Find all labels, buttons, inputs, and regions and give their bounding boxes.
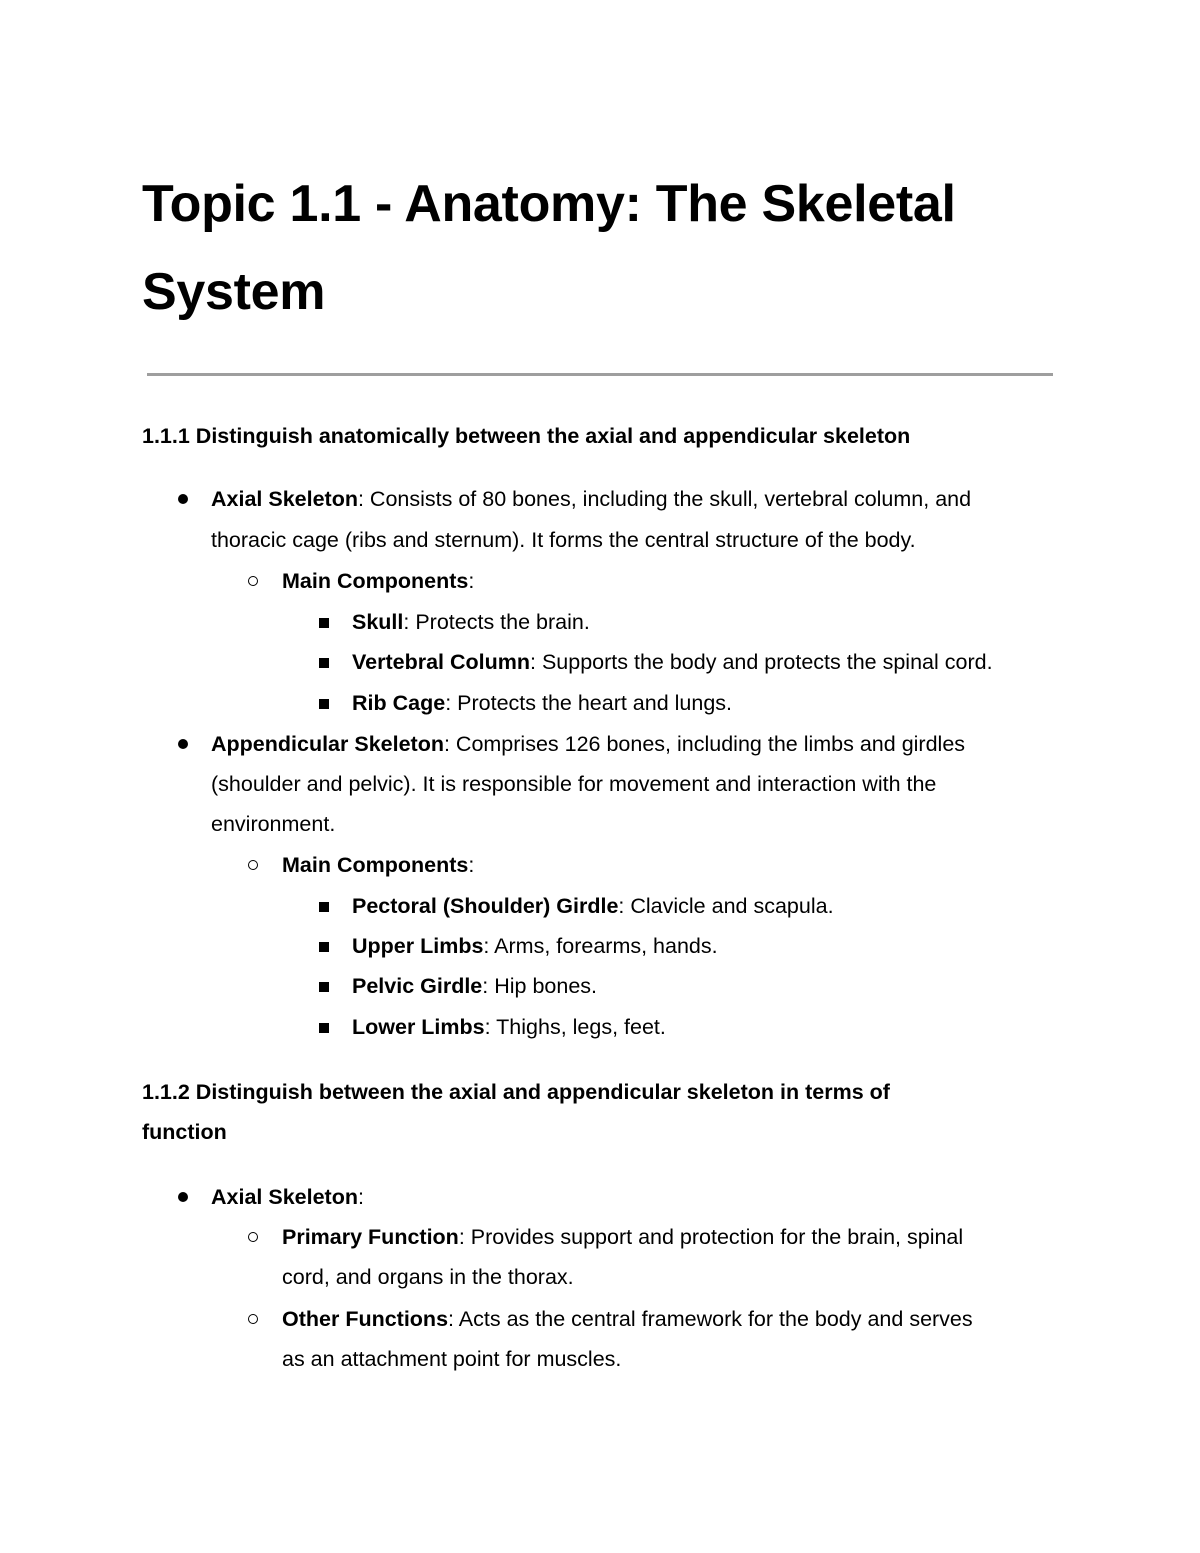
list-item-appendicular-cont-2: environment.: [211, 812, 336, 836]
circle-bullet-icon: [248, 860, 258, 870]
square-bullet-icon: [319, 618, 329, 628]
list-item-primary-function-cont: cord, and organs in the thorax.: [282, 1265, 574, 1289]
square-bullet-icon: [319, 982, 329, 992]
square-bullet-icon: [319, 902, 329, 912]
title-line-1: Topic 1.1 - Anatomy: The Skeletal: [142, 175, 956, 233]
list-item-rib-cage: Rib Cage: Protects the heart and lungs.: [352, 691, 733, 715]
circle-bullet-icon: [248, 1314, 258, 1324]
list-item-main-components: Main Components:: [282, 569, 475, 593]
title-line-2: System: [142, 263, 326, 321]
disc-bullet-icon: [178, 1192, 188, 1202]
square-bullet-icon: [319, 1023, 329, 1033]
list-item-other-functions-cont: as an attachment point for muscles.: [282, 1347, 622, 1371]
square-bullet-icon: [319, 699, 329, 709]
horizontal-divider: [147, 373, 1053, 376]
section-heading-1-1-1: 1.1.1 Distinguish anatomically between the axial and appendicular skeleton: [142, 424, 911, 448]
list-item-appendicular-skeleton: Appendicular Skeleton: Comprises 126 bones, including the limbs and girdles: [211, 732, 966, 756]
list-item-other-functions: Other Functions: Acts as the central framework for the body and serves: [282, 1307, 973, 1331]
list-item-skull: Skull: Protects the brain.: [352, 610, 590, 634]
disc-bullet-icon: [178, 739, 188, 749]
page-title: [142, 160, 1062, 336]
list-item-axial-skeleton: Axial Skeleton: Consists of 80 bones, including the skull, vertebral column, and: [211, 487, 972, 511]
list-item-appendicular-cont-1: (shoulder and pelvic). It is responsible for movement and interaction with the: [211, 772, 937, 796]
list-item-axial-skeleton-function: Axial Skeleton:: [211, 1185, 364, 1209]
list-item-vertebral-column: Vertebral Column: Supports the body and protects the spinal cord.: [352, 650, 993, 674]
circle-bullet-icon: [248, 1232, 258, 1242]
circle-bullet-icon: [248, 576, 258, 586]
list-item-lower-limbs: Lower Limbs: Thighs, legs, feet.: [352, 1015, 666, 1039]
list-item-pelvic-girdle: Pelvic Girdle: Hip bones.: [352, 974, 597, 998]
list-item-upper-limbs: Upper Limbs: Arms, forearms, hands.: [352, 934, 718, 958]
disc-bullet-icon: [178, 494, 188, 504]
term-appendicular-skeleton: Appendicular Skeleton: [211, 732, 444, 756]
section-heading-1-1-2: 1.1.2 Distinguish between the axial and appendicular skeleton in terms of function: [142, 1080, 890, 1144]
list-item-pectoral-girdle: Pectoral (Shoulder) Girdle: Clavicle and scapula.: [352, 894, 834, 918]
square-bullet-icon: [319, 658, 329, 668]
term-axial-skeleton: Axial Skeleton: [211, 487, 358, 511]
list-item-main-components: Main Components:: [282, 853, 475, 877]
list-item-axial-skeleton-cont: thoracic cage (ribs and sternum). It forms the central structure of the body.: [211, 528, 916, 552]
square-bullet-icon: [319, 942, 329, 952]
list-item-primary-function: Primary Function: Provides support and protection for the brain, spinal: [282, 1225, 964, 1249]
